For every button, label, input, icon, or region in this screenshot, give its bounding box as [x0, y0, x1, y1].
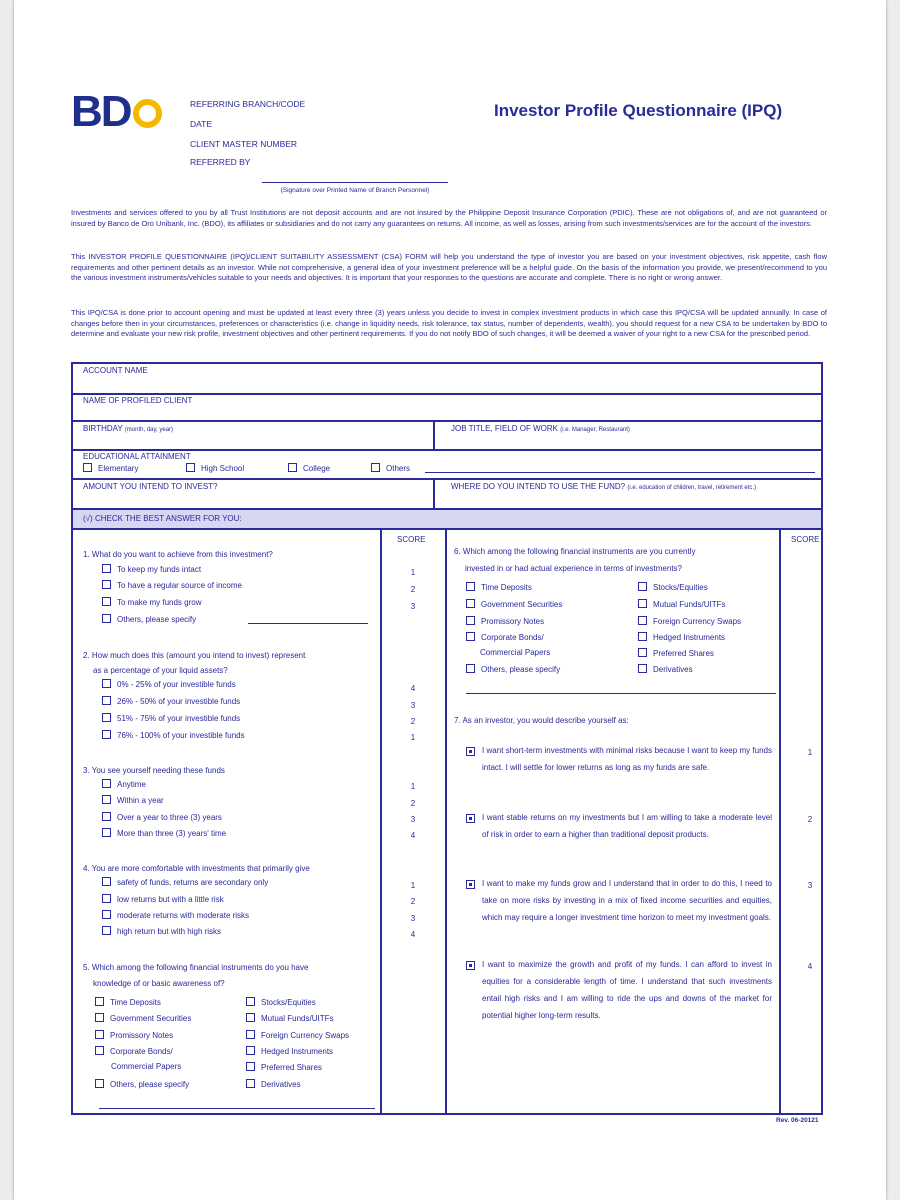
checkbox[interactable]	[102, 597, 111, 606]
checkbox[interactable]	[95, 1046, 104, 1055]
q6-option[interactable]: Promissory Notes	[466, 616, 544, 626]
checkbox[interactable]	[95, 1030, 104, 1039]
edu-option-high-school[interactable]: High School	[186, 463, 244, 473]
q4-score: 3	[410, 914, 416, 923]
q3-option[interactable]: Anytime	[102, 779, 146, 789]
q5-option[interactable]: Promissory Notes	[95, 1030, 173, 1040]
checkbox[interactable]	[246, 1079, 255, 1088]
q7-score: 4	[807, 962, 813, 971]
checkbox[interactable]	[102, 926, 111, 935]
q5-option-cont: Commercial Papers	[111, 1062, 182, 1071]
q6-option[interactable]: Preferred Shares	[638, 648, 714, 658]
account-name-label: ACCOUNT NAME	[83, 366, 148, 375]
edu-option-others[interactable]: Others	[371, 463, 410, 473]
profiled-client-label: NAME OF PROFILED CLIENT	[83, 396, 193, 405]
q4-option[interactable]: moderate returns with moderate risks	[102, 910, 249, 920]
q3-score: 3	[410, 815, 416, 824]
q7-score: 1	[807, 748, 813, 757]
amount-label: AMOUNT YOU INTEND TO INVEST?	[83, 482, 218, 491]
checkbox[interactable]	[246, 1030, 255, 1039]
q2-score: 2	[410, 717, 416, 726]
checkbox[interactable]	[638, 648, 647, 657]
checkbox[interactable]	[466, 664, 475, 673]
q5-question: 5. Which among the following financial instruments do you have	[83, 963, 309, 972]
referring-branch-label: REFERRING BRANCH/CODE	[190, 99, 306, 109]
checkbox[interactable]	[102, 730, 111, 739]
checkbox[interactable]	[102, 779, 111, 788]
q6-question: 6. Which among the following financial instruments are you currently	[454, 547, 696, 556]
checkbox[interactable]	[638, 616, 647, 625]
q2-score: 1	[410, 733, 416, 742]
q1-option[interactable]: To keep my funds intact	[102, 564, 201, 574]
q5-option[interactable]: Corporate Bonds/	[95, 1046, 173, 1056]
document-title: Investor Profile Questionnaire (IPQ)	[494, 101, 783, 120]
q5-option[interactable]: Stocks/Equities	[246, 997, 316, 1007]
q2-question-cont: as a percentage of your liquid assets?	[93, 666, 228, 675]
checkbox[interactable]	[102, 795, 111, 804]
q7-checkbox[interactable]	[466, 880, 475, 890]
checkbox[interactable]	[246, 1062, 255, 1071]
checkbox[interactable]	[371, 463, 380, 472]
checkbox[interactable]	[186, 463, 195, 472]
checkbox[interactable]	[102, 696, 111, 705]
q4-question: 4. You are more comfortable with investments that primarily give	[83, 864, 310, 873]
q7-checkbox[interactable]	[466, 961, 475, 971]
q3-option[interactable]: Over a year to three (3) years	[102, 812, 222, 822]
q6-question-cont: invested in or had actual experience in terms of investments?	[465, 564, 683, 573]
checkbox[interactable]	[102, 894, 111, 903]
q6-option[interactable]: Government Securities	[466, 599, 562, 609]
q5-option[interactable]: Time Deposits	[95, 997, 161, 1007]
checkbox[interactable]	[466, 599, 475, 608]
q1-score: 3	[410, 602, 416, 611]
q6-option[interactable]: Derivatives	[638, 664, 693, 674]
q1-score: 1	[410, 568, 416, 577]
q4-score: 2	[410, 897, 416, 906]
checkbox[interactable]	[638, 632, 647, 641]
row-divider	[73, 393, 821, 395]
job-title-text: JOB TITLE, FIELD OF WORK	[451, 424, 558, 433]
where-text: WHERE DO YOU INTEND TO USE THE FUND?	[451, 482, 626, 491]
q7-question: 7. As an investor, you would describe yourself as:	[454, 716, 629, 725]
amount-where-divider	[433, 479, 435, 508]
birthday-label	[83, 424, 173, 433]
q7-score: 2	[807, 815, 813, 824]
checkbox[interactable]	[466, 632, 475, 641]
q7-option: I want stable returns on my investments but I am willing to take a moderate level of risk in order to earn a higher than traditional deposit products.	[482, 813, 772, 839]
row-divider	[73, 478, 821, 480]
where-hint: (i.e. education of children, travel, retirement etc.)	[627, 485, 757, 491]
q4-option[interactable]: high return but with high risks	[102, 926, 221, 936]
q2-option[interactable]: 0% - 25% of your investible funds	[102, 679, 236, 689]
q5-option[interactable]: Foreign Currency Swaps	[246, 1030, 349, 1040]
disclaimer-paragraph: Investments and services offered to you by all Trust Institutions are not deposit accounts and are not insured by the Philippine Deposit Insurance Corporation (PDIC). These are not obligations of, and are not guaranteed or insured by Banco de Oro Unibank, Inc. (BDO), its affiliates or subsidiaries and do not carry any guarantees on returns. All income, as well as losses, arising from such investments/services are for the account of the investors.	[71, 208, 827, 228]
birthday-job-divider	[433, 421, 435, 449]
checkbox[interactable]	[102, 910, 111, 919]
row-divider	[73, 528, 821, 530]
row-divider	[73, 449, 821, 451]
referred-by-label: REFERRED BY	[190, 157, 251, 167]
q3-option[interactable]: More than three (3) years' time	[102, 828, 226, 838]
birthday-text: BIRTHDAY	[83, 424, 123, 433]
row-divider	[73, 420, 821, 422]
checkbox[interactable]	[638, 599, 647, 608]
score-col7-divider	[779, 529, 781, 1115]
checkbox[interactable]	[102, 713, 111, 722]
q6-option[interactable]: Hedged Instruments	[638, 632, 725, 642]
date-label: DATE	[190, 119, 213, 129]
q3-question: 3. You see yourself needing these funds	[83, 766, 225, 775]
checkbox[interactable]	[466, 582, 475, 591]
q1-option[interactable]: To make my funds grow	[102, 597, 201, 607]
q6-option[interactable]: Foreign Currency Swaps	[638, 616, 741, 626]
score-col-right-divider	[445, 529, 447, 1115]
checkbox[interactable]	[638, 582, 647, 591]
score-header-left: SCORE	[397, 535, 426, 544]
q5-option[interactable]: Preferred Shares	[246, 1062, 322, 1072]
checkbox[interactable]	[246, 997, 255, 1006]
q2-score: 4	[410, 684, 416, 693]
q7-checkbox[interactable]	[466, 814, 475, 824]
checkbox[interactable]	[466, 616, 475, 625]
checkbox[interactable]	[95, 997, 104, 1006]
logo-o-ring	[133, 99, 162, 128]
q6-option[interactable]: Stocks/Equities	[638, 582, 708, 592]
q7-option: I want to make my funds grow and I understand that in order to do this, I need to take on more risks by investing in a mix of fixed income securities and equities, which may require a longer investment time horizon to meet my investment goals.	[482, 879, 772, 922]
edu-option-elementary[interactable]: Elementary	[83, 463, 138, 473]
q2-option[interactable]: 76% - 100% of your investible funds	[102, 730, 245, 740]
q6-option-cont: Commercial Papers	[480, 648, 551, 657]
checkbox[interactable]	[102, 580, 111, 589]
checkbox[interactable]	[83, 463, 92, 472]
checkbox[interactable]	[102, 564, 111, 573]
questionnaire-form	[71, 362, 823, 1115]
score-header-right: SCORE	[791, 535, 820, 544]
edu-option-college[interactable]: College	[288, 463, 330, 473]
birthday-hint: (month, day, year)	[124, 427, 174, 433]
checkbox[interactable]	[102, 828, 111, 837]
others-input-line[interactable]	[425, 472, 815, 473]
q2-option[interactable]: 51% - 75% of your investible funds	[102, 713, 240, 723]
checkbox[interactable]	[102, 812, 111, 821]
q3-score: 2	[410, 799, 416, 808]
document-page	[14, 0, 886, 1200]
signature-label: (Signature over Printed Name of Branch Personnel)	[280, 187, 430, 194]
checkbox[interactable]	[95, 1013, 104, 1022]
checkbox[interactable]	[102, 614, 111, 623]
job-title-label	[451, 424, 630, 433]
checkbox[interactable]	[246, 1013, 255, 1022]
purpose-paragraph: This INVESTOR PROFILE QUESTIONNAIRE (IPQ)/CLIENT SUITABILITY ASSESSMENT (CSA) FORM will help you understand the type of investor you are based on your investment objectives, risk appetite, cash flow requirements and other pertinent details as an investor. While not comprehensive, a general idea of your investment preference will be a helpful guide. On the basis of the information you provide, we present/recommend to you the various investment instruments/vehicles suitable to your needs and objectives. It is important that your responses to the questions are accurate and complete. There is no right or wrong answer.	[71, 252, 827, 282]
logo-text: BD	[71, 87, 131, 136]
score-col-left-divider	[380, 529, 382, 1115]
checkbox[interactable]	[102, 877, 111, 886]
q3-option[interactable]: Within a year	[102, 795, 164, 805]
q7-option: I want short-term investments with minimal risks because I want to keep my funds intact. I will settle for lower returns as long as my funds are safe.	[482, 746, 772, 772]
q7-score: 3	[807, 881, 813, 890]
bdo-logo	[71, 87, 162, 136]
q2-question: 2. How much does this (amount you intend to invest) represent	[83, 651, 306, 660]
q2-score: 3	[410, 701, 416, 710]
q5-option[interactable]: Derivatives	[246, 1079, 301, 1089]
update-paragraph: This IPQ/CSA is done prior to account opening and must be updated at least every three (3) years unless you decide to invest in complex investment products in which case this IPQ/CSA will be updated annually. In case of changes before then in your circumstances, preferences or characteristics (i.e. change in liquidity needs, risk tolerance, tax status, number of dependents, wealth), you should request for a new CSA to be undertaken by BDO to determine and evaluate your new risk profile, investment objectives and other pertinent requirements. If you do not notify BDO of such changes, it will be deemed a waiver of your right to a new CSA for the prescribed period.	[71, 308, 827, 338]
job-hint: (i.e. Manager, Restaurant)	[560, 427, 630, 433]
q1-option[interactable]: Others, please specify	[102, 614, 196, 624]
q5-others-line[interactable]	[99, 1108, 375, 1109]
checkbox[interactable]	[246, 1046, 255, 1055]
education-label: EDUCATIONAL ATTAINMENT	[83, 452, 191, 461]
q1-option[interactable]: To have a regular source of income	[102, 580, 242, 590]
q7-option: I want to maximize the growth and profit of my funds. I can afford to invest in equities for a considerable length of time. I understand that such investments entail high risks and I am willing to ride the ups and downs of the market for potential higher long-term results.	[482, 960, 772, 1020]
q4-option[interactable]: low returns but with a little risk	[102, 894, 224, 904]
q1-score: 2	[410, 585, 416, 594]
q1-question: 1. What do you want to achieve from this investment?	[83, 550, 273, 559]
checkbox[interactable]	[638, 664, 647, 673]
q5-option[interactable]: Government Securities	[95, 1013, 191, 1023]
check-header: (√) CHECK THE BEST ANSWER FOR YOU:	[83, 514, 242, 523]
q7-checkbox[interactable]	[466, 747, 475, 757]
q4-option[interactable]: safety of funds, returns are secondary only	[102, 877, 268, 887]
q6-option[interactable]: Corporate Bonds/	[466, 632, 544, 642]
checkbox[interactable]	[288, 463, 297, 472]
q6-option[interactable]: Time Deposits	[466, 582, 532, 592]
q4-score: 4	[410, 930, 416, 939]
q1-others-line[interactable]	[248, 623, 368, 624]
q6-option[interactable]: Mutual Funds/UITFs	[638, 599, 725, 609]
q5-question-cont: knowledge of or basic awareness of?	[93, 979, 225, 988]
q3-score: 1	[410, 782, 416, 791]
q5-option[interactable]: Mutual Funds/UITFs	[246, 1013, 333, 1023]
signature-line	[262, 182, 448, 183]
q4-score: 1	[410, 881, 416, 890]
where-label	[451, 482, 756, 491]
q3-score: 4	[410, 831, 416, 840]
q2-option[interactable]: 26% - 50% of your investible funds	[102, 696, 240, 706]
revision-label: Rev. 06-20121	[776, 1117, 819, 1124]
q5-option[interactable]: Hedged Instruments	[246, 1046, 333, 1056]
client-master-number-label: CLIENT MASTER NUMBER	[190, 139, 298, 149]
q6-others-line[interactable]	[466, 693, 776, 694]
checkbox[interactable]	[95, 1079, 104, 1088]
q6-option[interactable]: Others, please specify	[466, 664, 560, 674]
checkbox[interactable]	[102, 679, 111, 688]
q5-option[interactable]: Others, please specify	[95, 1079, 189, 1089]
